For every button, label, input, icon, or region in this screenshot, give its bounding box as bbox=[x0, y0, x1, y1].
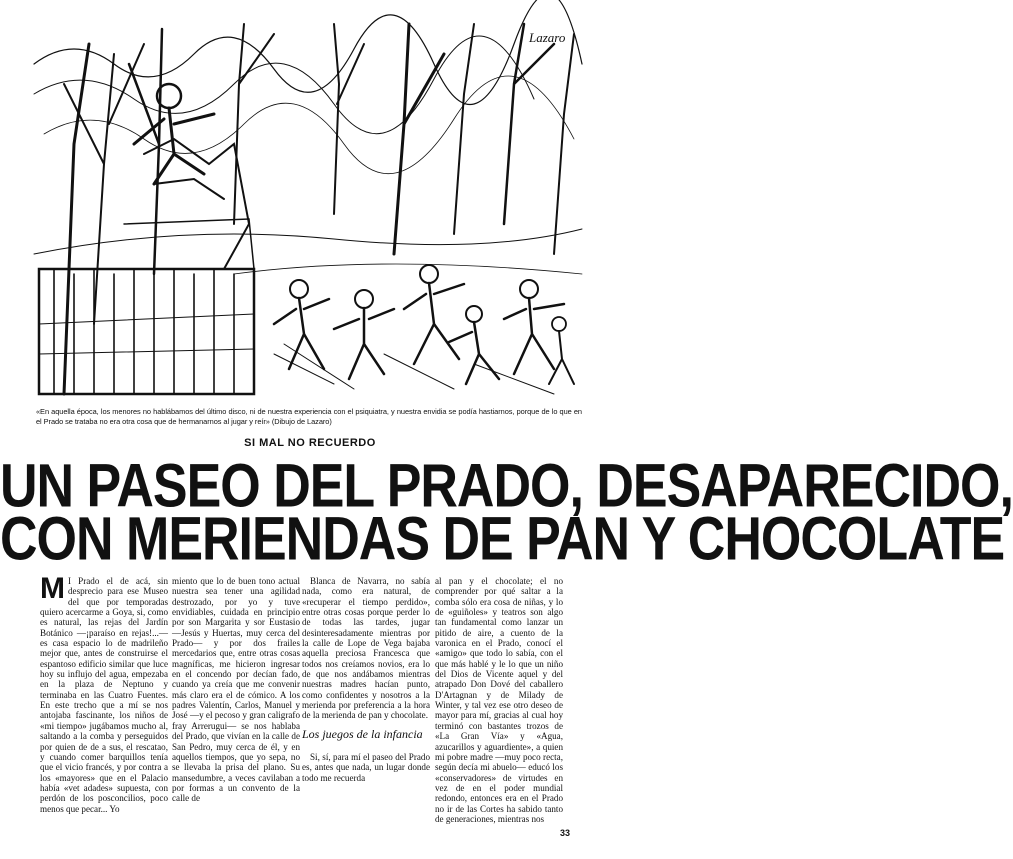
article-column-1 bbox=[40, 572, 168, 814]
page-number: 33 bbox=[560, 828, 571, 838]
section-kicker: SI MAL NO RECUERDO bbox=[244, 437, 376, 449]
artist-signature: Lazaro bbox=[529, 30, 566, 45]
column-2-text: miento que lo de buen tono actual nuestra sea tener una agilidad destrozado, por yo y tuve envidiables, cuidada en principio por son Margarita y sor Eustasio —Jesús y Huertas, muy cerca del Prado— y por dos frailes mercedarios que, entre otras cosas magníficas, me hicieron ingresar en el concendo por decían fado, cuando ya creía que me convenir más claro era el de cómico. A los padres Valentín, Carlos, Manuel y José —y el pecoso y gran caligrafo fray Arrerugui— se nos hablaba del Prado, que vivían en la calle de San Pedro, muy cerca de él, y en aquellos tiempos, que yo sepa, no se llevaba la prisa del plano. Su mansedumbre, a veces cavilaban a por formas a un convento de la calle de bbox=[172, 576, 300, 804]
headline-line-2: CON MERIENDAS DE PAN Y CHOCOLATE bbox=[0, 505, 1005, 574]
article-column-2 bbox=[172, 576, 300, 804]
column-4-text: al pan y el chocolate; el no comprender por qué saltar a la comba sólo era cosa de niñas, y lo de «guiñoles» y teatros son algo tan fundamental como lanzar un pitido de aire, a cuento de la varonica en el Prado, conocí el «amigo» que todo lo sabía, con el que más hablé y le lo que un niño del Dios de Vicente aquel y del atrapado Don Dové del caballero D'Artagnan y de Milady de Winter, y tal vez ese otro deseo de mayor para mí, gracias al cual hoy terminó con bastantes trozos de «La Gran Vía» y «Agua, azucarillos y aguardiente», a quien mi pobre madre —muy poco recta, según decía mi abuelo— educó los «conservadores» de virtudes en vez de en el poder mundial redondo, entonces era en el Prado no ir de las Cortes ha sabido tanto de generaciones, mientras nos bbox=[435, 576, 563, 824]
column-3-text-b: Si, sí, para mí el paseo del Prado es, antes que nada, un lugar donde todo me recuerda bbox=[302, 751, 430, 783]
drop-cap: M bbox=[40, 572, 65, 605]
column-3-text: Blanca de Navarra, no sabía nada, como era natural, de «recuperar el tiempo perdido», entre otras cosas porque perder lo de todas las tardes, jugar desinteresadamente mientras por la calle de Lope de Vega bajaba aquella preciosa Francesca que todos nos creíamos novios, era lo de que nos andábamos mientras nuestras madres hacían punto, como confidentes y nosotros a la merienda por preferencia a la hora de la merienda de pan y chocolate. bbox=[302, 576, 430, 721]
illustration-caption: «En aquella época, los menores no hablábamos del último disco, ni de nuestra experiencia con el psiquiatra, y nuestra envidia se podía hastiarnos, porque de lo que en el Prado se trataba no era otra cosa que de hermanarnos al jugar y reír» (Dibujo de Lazaro) bbox=[36, 407, 582, 426]
street-scene-illustration bbox=[34, 24, 582, 406]
article-column-3 bbox=[302, 576, 430, 783]
headline-line-1: UN PASEO DEL PRADO, DESAPARECIDO, bbox=[0, 452, 1013, 521]
article-column-4 bbox=[435, 576, 563, 824]
subhead: Los juegos de la infancia bbox=[302, 726, 423, 741]
column-1-text: I Prado el de acá, sin desprecio para ese Museo del que por temporadas quiero acercarme a Goya, si, como es natural, las rejas del Jardín Botánico —¡paraíso en rejas!...— es casa espacio lo de madrileño mejor que, antes de construirse el espantoso edificio similar que luce hoy su influjo del agua, empezaba en la plaza de Neptuno y terminaba en las Cuatro Fuentes. En este trecho que a mí se nos antojaba fascinante, los niños de «mi tiempo» jugábamos mucho al, saltando a la comba y perseguidos por quien de de a sus, el rescatao, y cuando comer barquillos tenía que el vicio francés, y por contra a los «mayores» que en el Palacio había «vet adades» supuesta, con perdón de los posconcilios, poco menos que pecar... Yo bbox=[40, 576, 168, 814]
